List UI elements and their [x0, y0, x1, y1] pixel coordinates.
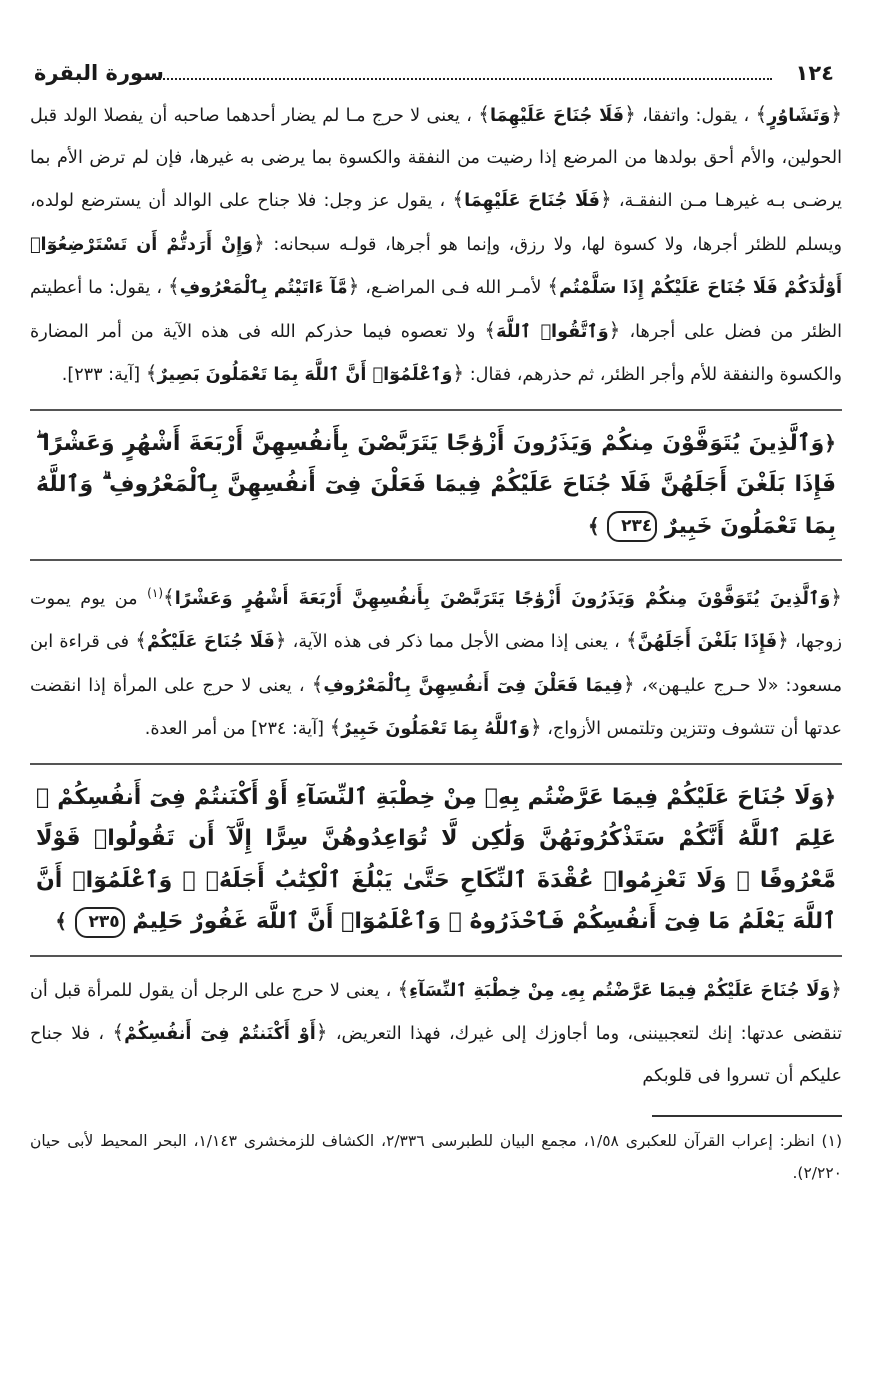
verse-reference: [آية: ٢٣٣].	[61, 365, 141, 385]
commentary-text: لأمـر الله فـى المراضـع،	[365, 278, 542, 298]
ornate-bracket-close: ﴾	[168, 274, 180, 298]
ornate-bracket-close: ﴾	[484, 317, 497, 342]
surah-title: سورة البقرة	[34, 61, 164, 85]
quran-quote: وَإِنْ أَرَدتُّمْ أَن تَسْتَرْضِعُوٓا۟ أَوْلَٰدَكُمْ فَلَا جُنَاحَ عَلَيْكُمْ إِذَا سَلَّمْتُم	[30, 234, 843, 298]
ornate-bracket-open: ﴿	[452, 361, 465, 385]
commentary-paragraph-1	[30, 94, 842, 397]
quran-verse-235	[30, 777, 842, 943]
quran-quote: وَٱلَّذِينَ يُتَوَفَّوْنَ مِنكُمْ وَيَذَرُونَ أَزْوَٰجًا يَتَرَبَّصْنَ بِأَنفُسِهِنَّ أَرْبَعَةَ أَشْهُرٍ وَعَشْرًا	[174, 588, 831, 609]
footnote: (١) انظر: إعراب القرآن للعكبرى ١/٥٨، مجمع البيان للطبرسى ٢/٣٣٦، الكشاف للزمخشرى ١/١٤٣، البحر المحيط لأبى حيان ٢/٢٢٠).	[30, 1132, 842, 1183]
section-divider	[30, 955, 842, 957]
ornate-bracket-close: ﴾	[112, 1020, 125, 1045]
commentary-text: ، يقول: ما أعطيتم الظئر من فضل على أجرها،	[30, 278, 843, 342]
section-divider	[30, 763, 842, 765]
quran-quote: وَٱعْلَمُوٓا۟ أَنَّ ٱللَّهَ بِمَا تَعْمَلُونَ بَصِيرٌ	[157, 365, 453, 385]
commentary-text: ، يقول: واتفقا،	[642, 106, 750, 126]
header-dotted-leader	[148, 78, 772, 80]
ornate-bracket-open: ﴿	[830, 102, 843, 126]
ornate-bracket-open: ﴿	[830, 584, 842, 609]
section-divider	[30, 409, 842, 411]
ornate-bracket-open: ﴿	[624, 102, 636, 126]
ayah-number-badge: ٢٣٥	[75, 907, 125, 938]
ornate-bracket-close: ﴾	[478, 102, 490, 126]
verse-text: وَلَا جُنَاحَ عَلَيْكُمْ فِيمَا عَرَّضْتُم بِهِۦ مِنْ خِطْبَةِ ٱلنِّسَآءِ أَوْ أَكْنَنتُمْ فِىٓ أَنفُسِكُمْ ۚ عَلِمَ ٱللَّهُ أَنَّكُمْ سَتَذْكُرُونَهُنَّ وَلَٰكِن لَّا تُوَاعِدُوهُنَّ سِرًّا إِلَّآ أَن تَقُولُوا۟ قَوْلًا مَّعْرُوفًا ۚ وَلَا تَعْزِمُوا۟ عُقْدَةَ ٱلنِّكَاحِ حَتَّىٰ يَبْلُغَ ٱلْكِتَٰبُ أَجَلَهُۥ ۚ وَٱعْلَمُوٓا۟ أَنَّ ٱللَّهَ يَعْلَمُ مَا فِىٓ أَنفُسِكُمْ فَٱحْذَرُوهُ ۚ وَٱعْلَمُوٓا۟ أَنَّ ٱللَّهَ غَفُورٌ حَلِيمٌ	[36, 784, 836, 935]
quran-quote: فَإِذَا بَلَغْنَ أَجَلَهُنَّ	[637, 632, 778, 653]
page-header	[30, 58, 842, 88]
quran-quote: وَٱللَّهُ بِمَا تَعْمَلُونَ خَبِيرٌ	[341, 719, 530, 740]
quran-quote: فَلَا جُنَاحَ عَلَيْكُمْ	[146, 632, 275, 653]
commentary-text: ، يعنى لا حرج مـا لم يضار أحدهما صاحبه أن يفصلا الولد قبل الحولين، والأم أحق بولدها من المرضع إذا رضيت من النفقة والكسوة بما يرضى به غيرها، فإن لم ترض الأم بما يرضـى بـه غيرهـا مـن النفقـة،	[30, 106, 843, 211]
ornate-bracket-close: ﴾	[587, 513, 600, 538]
commentary-paragraph-3	[30, 969, 842, 1098]
commentary-text: فى قراءة ابن مسعود: «لا حـرج عليـهن»،	[30, 632, 843, 696]
ornate-bracket-open: ﴿	[830, 976, 843, 1001]
commentary-text: ، يقول عز وجل: فلا جناح على الوالد أن يسترضع لولده، ويسلم للظئر أجرها، ولا كسوة لها، ولا رزق، وإنما هو أجرها، قولـه سبحانه:	[30, 191, 843, 255]
ornate-bracket-close: ﴾	[625, 628, 638, 653]
commentary-text: من يوم يموت زوجها،	[30, 588, 843, 653]
ornate-bracket-close: ﴾	[755, 102, 768, 126]
ornate-bracket-close: ﴾	[311, 671, 324, 696]
footnote-rule	[652, 1115, 842, 1117]
ornate-bracket-close: ﴾	[452, 187, 465, 211]
ornate-bracket-open: ﴿	[777, 628, 789, 653]
verse-text: وَٱلَّذِينَ يُتَوَفَّوْنَ مِنكُمْ وَيَذَرُونَ أَزْوَٰجًا يَتَرَبَّصْنَ بِأَنفُسِهِنَّ أَرْبَعَةَ أَشْهُرٍ وَعَشْرًا ۖ فَإِذَا بَلَغْنَ أَجَلَهُنَّ فَلَا جُنَاحَ عَلَيْكُمْ فِيمَا فَعَلْنَ فِىٓ أَنفُسِهِنَّ بِٱلْمَعْرُوفِ ۗ وَٱللَّهُ بِمَا تَعْمَلُونَ خَبِيرٌ	[36, 430, 836, 539]
ornate-bracket-open: ﴿	[608, 317, 621, 342]
ornate-bracket-open: ﴿	[622, 671, 635, 696]
commentary-text: ، يعنى لا حرج على الرجل أن يقول للمرأة قبل أن تنقضى عدتها: إنك لتعجبيننى، وما أجاوزك إلى غيرك، فهذا التعريض،	[30, 980, 843, 1045]
quran-quote: فَلَا جُنَاحَ عَلَيْهِمَا	[489, 106, 625, 126]
quran-verse-234	[30, 423, 842, 548]
quran-quote: فَلَا جُنَاحَ عَلَيْهِمَا	[464, 191, 600, 211]
commentary-text: ، يعنى لا حرج على المرأة إذا انقضت عدتها أن تتشوف وتتزين وتلتمس الأزواج،	[30, 675, 842, 740]
ornate-bracket-open: ﴿	[824, 784, 836, 809]
ornate-bracket-open: ﴿	[529, 715, 542, 740]
page-body	[30, 94, 842, 1189]
ornate-bracket-close: ﴾	[163, 584, 175, 609]
page-number: ١٢٤	[795, 61, 834, 85]
quran-quote: مَّآ ءَاتَيْتُم بِٱلْمَعْرُوفِ	[179, 278, 348, 298]
ornate-bracket-open: ﴿	[599, 187, 612, 211]
ornate-bracket-close: ﴾	[547, 274, 560, 298]
book-page	[30, 58, 842, 1189]
quran-quote: فِيمَا فَعَلْنَ فِىٓ أَنفُسِهِنَّ بِٱلْمَعْرُوفِ	[323, 675, 623, 696]
quran-quote: وَتَشَاوُرٍ	[767, 106, 831, 126]
ornate-bracket-open: ﴿	[824, 430, 836, 455]
commentary-text: ، يعنى إذا مضى الأجل مما ذكر فى هذه الآية،	[292, 632, 620, 653]
quran-quote: وَلَا جُنَاحَ عَلَيْكُمْ فِيمَا عَرَّضْتُم بِهِۦ مِنْ خِطْبَةِ ٱلنِّسَآءِ	[409, 980, 831, 1001]
commentary-text: ، فلا جناح عليكم أن تسروا فى قلوبكم	[30, 1024, 842, 1086]
ornate-bracket-close: ﴾	[397, 976, 410, 1001]
quran-quote: أَوْ أَكْنَنتُمْ فِىٓ أَنفُسِكُمْ	[124, 1024, 316, 1045]
commentary-text: ولا تعصوه فيما حذركم الله فى هذه الآية من أمر المضارة والكسوة والنفقة للأم وأجر الظئر، ثم حذرهم، فقال:	[30, 321, 842, 385]
ornate-bracket-close: ﴾	[55, 909, 67, 934]
footnote-reference: (١)	[147, 586, 163, 600]
commentary-paragraph-2	[30, 573, 842, 751]
ornate-bracket-open: ﴿	[315, 1020, 328, 1045]
ornate-bracket-close: ﴾	[329, 715, 342, 740]
ornate-bracket-open: ﴿	[347, 274, 360, 298]
ornate-bracket-open: ﴿	[274, 628, 287, 653]
ornate-bracket-open: ﴿	[253, 230, 265, 255]
quran-quote: وَٱتَّقُوا۟ ٱللَّهَ	[496, 321, 609, 342]
ayah-number-badge: ٢٣٤	[607, 511, 657, 542]
ornate-bracket-close: ﴾	[145, 361, 158, 385]
verse-reference: [آية: ٢٣٤] من أمر العدة.	[144, 719, 324, 740]
ornate-bracket-close: ﴾	[135, 628, 147, 653]
section-divider	[30, 559, 842, 561]
